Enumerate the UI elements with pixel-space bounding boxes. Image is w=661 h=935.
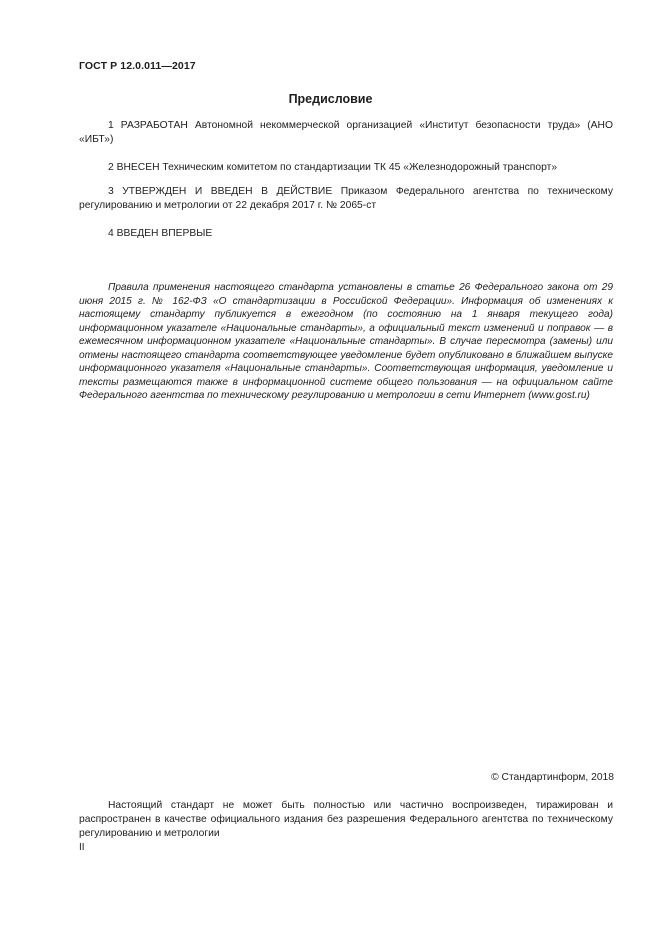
copyright-line: © Стандартинформ, 2018 bbox=[491, 772, 614, 783]
page-number: II bbox=[79, 842, 85, 853]
reprint-notice: Настоящий стандарт не может быть полностью или частично воспроизведен, тиражирован и распространен в качестве официального издания без разрешения Федерального агентства по техническому регулированию и метрологии bbox=[79, 800, 613, 839]
standard-code-header: ГОСТ Р 12.0.011—2017 bbox=[79, 60, 196, 72]
foreword-item-introduced: 2 ВНЕСЕН Техническим комитетом по стандартизации ТК 45 «Железнодорожный транспорт» bbox=[108, 162, 558, 173]
application-rules-note: Правила применения настоящего стандарта установлены в статье 26 Федерального закона от 29 июня 2015 г. № 162-ФЗ «О стандартизации в Российской Федерации». Информация об изменениях к настоящему стандарту публикуется в ежегодном (по состоянию на 1 января текущего года) информационном указателе «Национальные стандарты», а официальный текст изменений и поправок — в ежемесячном информационном указателе «Национальные стандарты». В случае пересмотра (замены) или отмены настоящего стандарта соответствующее уведомление будет опубликовано в ближайшем выпуске информационного указателя «Национальные стандарты». Соответствующая информация, уведомление и тексты размещаются также в информационной системе общего пользования — на официальном сайте Федерального агентства по техническому регулированию и метрологии в сети Интернет (www.gost.ru) bbox=[79, 282, 613, 402]
section-title: Предисловие bbox=[288, 92, 373, 106]
foreword-item-approved: 3 УТВЕРЖДЕН И ВВЕДЕН В ДЕЙСТВИЕ Приказом Федерального агентства по техническому регулированию и метрологии от 22 декабря 2017 г. № 2065-ст bbox=[79, 186, 613, 212]
foreword-item-first-introduced: 4 ВВЕДЕН ВПЕРВЫЕ bbox=[108, 228, 213, 239]
foreword-item-developed: 1 РАЗРАБОТАН Автономной некоммерческой организацией «Институт безопасности труда» (АНО «ИБТ») bbox=[79, 120, 613, 146]
